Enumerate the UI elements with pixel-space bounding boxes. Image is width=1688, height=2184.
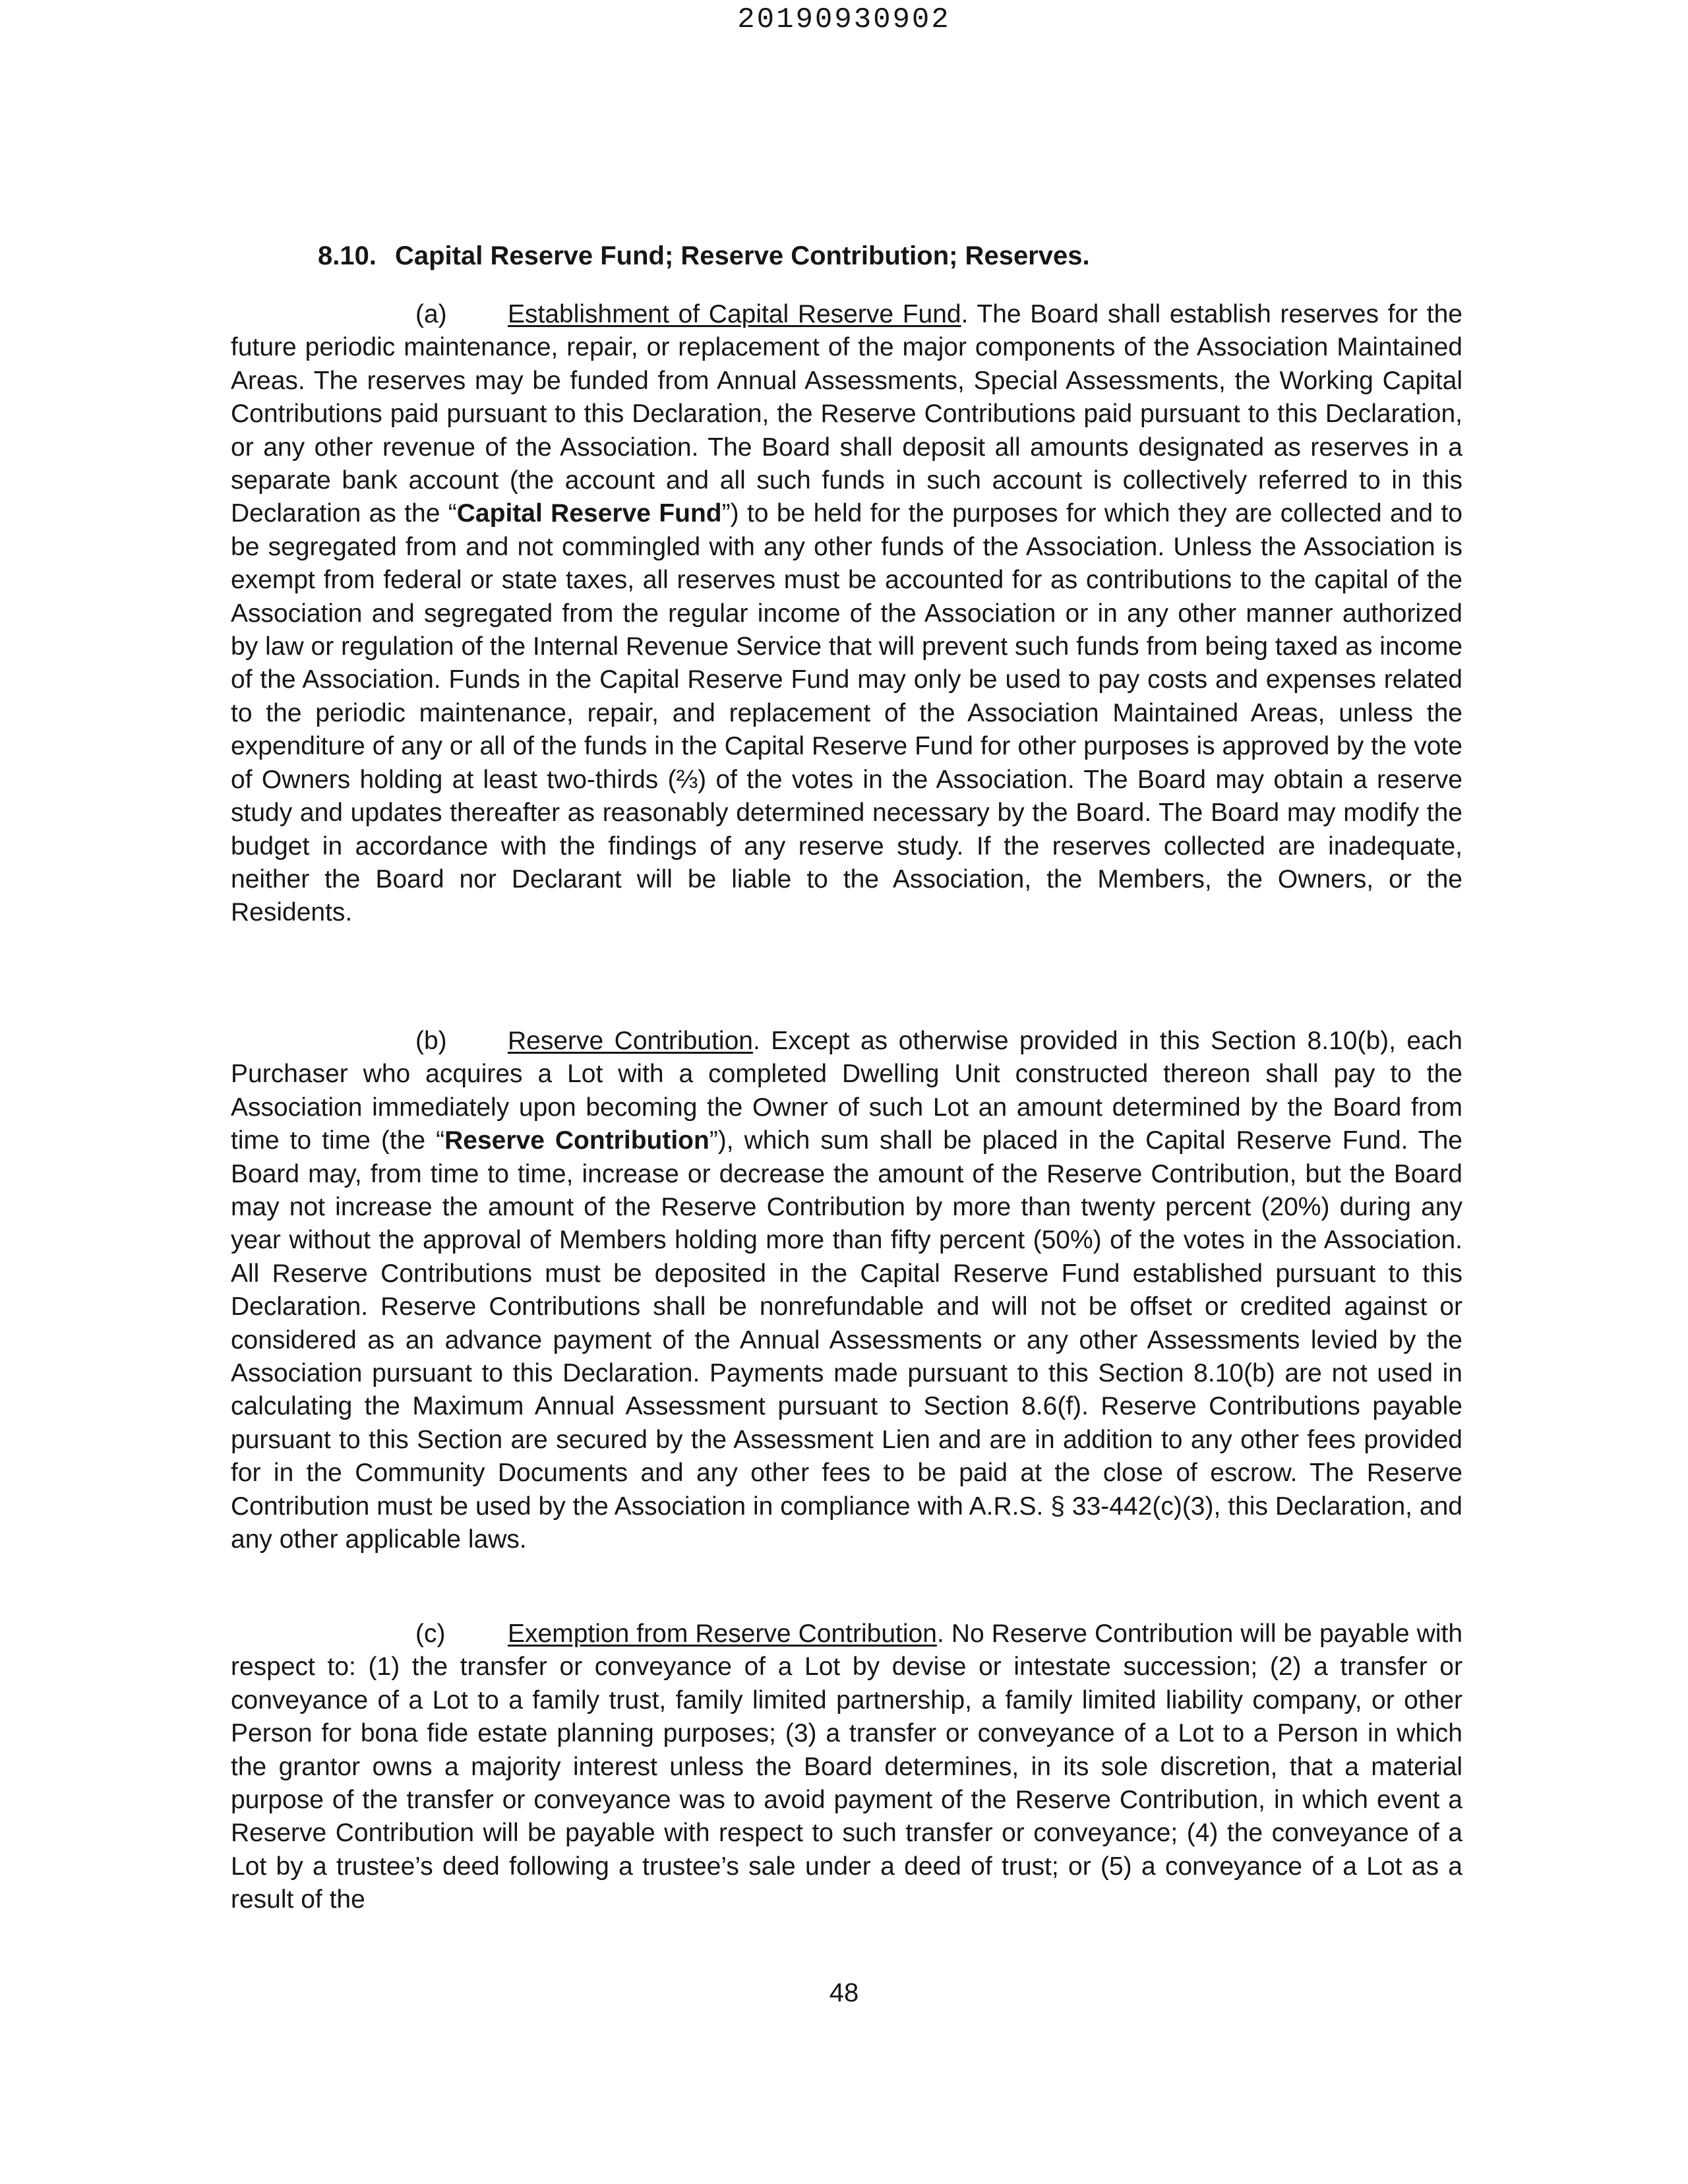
- paragraph-a-text-2: ”) to be held for the purposes for which they are collected and to be segregated from and not commingled with any other funds of the Association. Unless the Association is exempt from federal or state taxes, all reserves must be accounted for as contributions to the capital of the Association and segregated from the regular income of the Association or in any other manner authorized by law or regulation of the Internal Revenue Service that will prevent such funds from being taxed as income of the Association. Funds in the Capital Reserve Fund may only be used to pay costs and expenses related to the periodic maintenance, repair, and replacement of the Association Maintained Areas, unless the expenditure of any or all of the funds in the Capital Reserve Fund for other purposes is approved by the vote of Owners holding at least two-thirds (⅔) of the votes in the Association. The Board may obtain a reserve study and updates thereafter as reasonably determined necessary by the Board. The Board may modify the budget in accordance with the findings of any reserve study. If the reserves collected are inadequate, neither the Board nor Declarant will be liable to the Association, the Members, the Owners, or the Residents.: [231, 499, 1462, 927]
- paragraph-b-defined-term: Reserve Contribution: [444, 1126, 709, 1155]
- paragraph-c-heading: Exemption from Reserve Contribution: [508, 1620, 937, 1648]
- section-title: Capital Reserve Fund; Reserve Contribution; Reserves.: [394, 241, 1090, 270]
- recording-number: 20190930902: [737, 3, 951, 36]
- paragraph-b-heading: Reserve Contribution: [508, 1027, 753, 1055]
- paragraph-b-marker: (b): [415, 1027, 447, 1055]
- paragraph-c-marker: (c): [415, 1620, 446, 1648]
- section-heading: [318, 239, 1090, 273]
- paragraph-a-defined-term: Capital Reserve Fund: [456, 499, 722, 528]
- paragraph-a-text-1: . The Board shall establish reserves for the future periodic maintenance, repair, or replacement of the major components of the Association Maintained Areas. The reserves may be funded from Annual Assessments, Special Assessments, the Working Capital Contributions paid pursuant to this Declaration, the Reserve Contributions paid pursuant to this Declaration, or any other revenue of the Association. The Board shall deposit all amounts designated as reserves in a separate bank account (the account and all such funds in such account is collectively referred to in this Declaration as the “: [231, 300, 1462, 528]
- section-number: 8.10.: [318, 241, 377, 270]
- paragraph-c: [231, 1618, 1462, 1917]
- paragraph-a-heading: Establishment of Capital Reserve Fund: [508, 300, 961, 328]
- paragraph-a: [231, 298, 1462, 930]
- page-number: 48: [829, 1978, 859, 2007]
- paragraph-b-text-2: ”), which sum shall be placed in the Capital Reserve Fund. The Board may, from time to time, increase or decrease the amount of the Reserve Contribution, but the Board may not increase the amount of the Reserve Contribution by more than twenty percent (20%) during any year without the approval of Members holding more than fifty percent (50%) of the votes in the Association. All Reserve Contributions must be deposited in the Capital Reserve Fund established pursuant to this Declaration. Reserve Contributions shall be nonrefundable and will not be offset or credited against or considered as an advance payment of the Annual Assessments or any other Assessments levied by the Association pursuant to this Declaration. Payments made pursuant to this Section 8.10(b) are not used in calculating the Maximum Annual Assessment pursuant to Section 8.6(f). Reserve Contributions payable pursuant to this Section are secured by the Assessment Lien and are in addition to any other fees provided for in the Community Documents and any other fees to be paid at the close of escrow. The Reserve Contribution must be used by the Association in compliance with A.R.S. § 33-442(c)(3), this Declaration, and any other applicable laws.: [231, 1126, 1462, 1554]
- paragraph-a-marker: (a): [415, 300, 447, 328]
- paragraph-b: [231, 1025, 1462, 1557]
- paragraph-b-text-1: . Except as otherwise provided in this Section 8.10(b), each Purchaser who acquires a Lot with a completed Dwelling Unit constructed thereon shall pay to the Association immediately upon becoming the Owner of such Lot an amount determined by the Board from time to time (the “: [231, 1027, 1462, 1155]
- paragraph-c-text-1: . No Reserve Contribution will be payable with respect to: (1) the transfer or conveyance of a Lot by devise or intestate succession; (2) a transfer or conveyance of a Lot to a family trust, family limited partnership, a family limited liability company, or other Person for bona fide estate planning purposes; (3) a transfer or conveyance of a Lot to a Person in which the grantor owns a majority interest unless the Board determines, in its sole discretion, that a material purpose of the transfer or conveyance was to avoid payment of the Reserve Contribution, in which event a Reserve Contribution will be payable with respect to such transfer or conveyance; (4) the conveyance of a Lot by a trustee’s deed following a trustee’s sale under a deed of trust; or (5) a conveyance of a Lot as a result of the: [231, 1620, 1463, 1914]
